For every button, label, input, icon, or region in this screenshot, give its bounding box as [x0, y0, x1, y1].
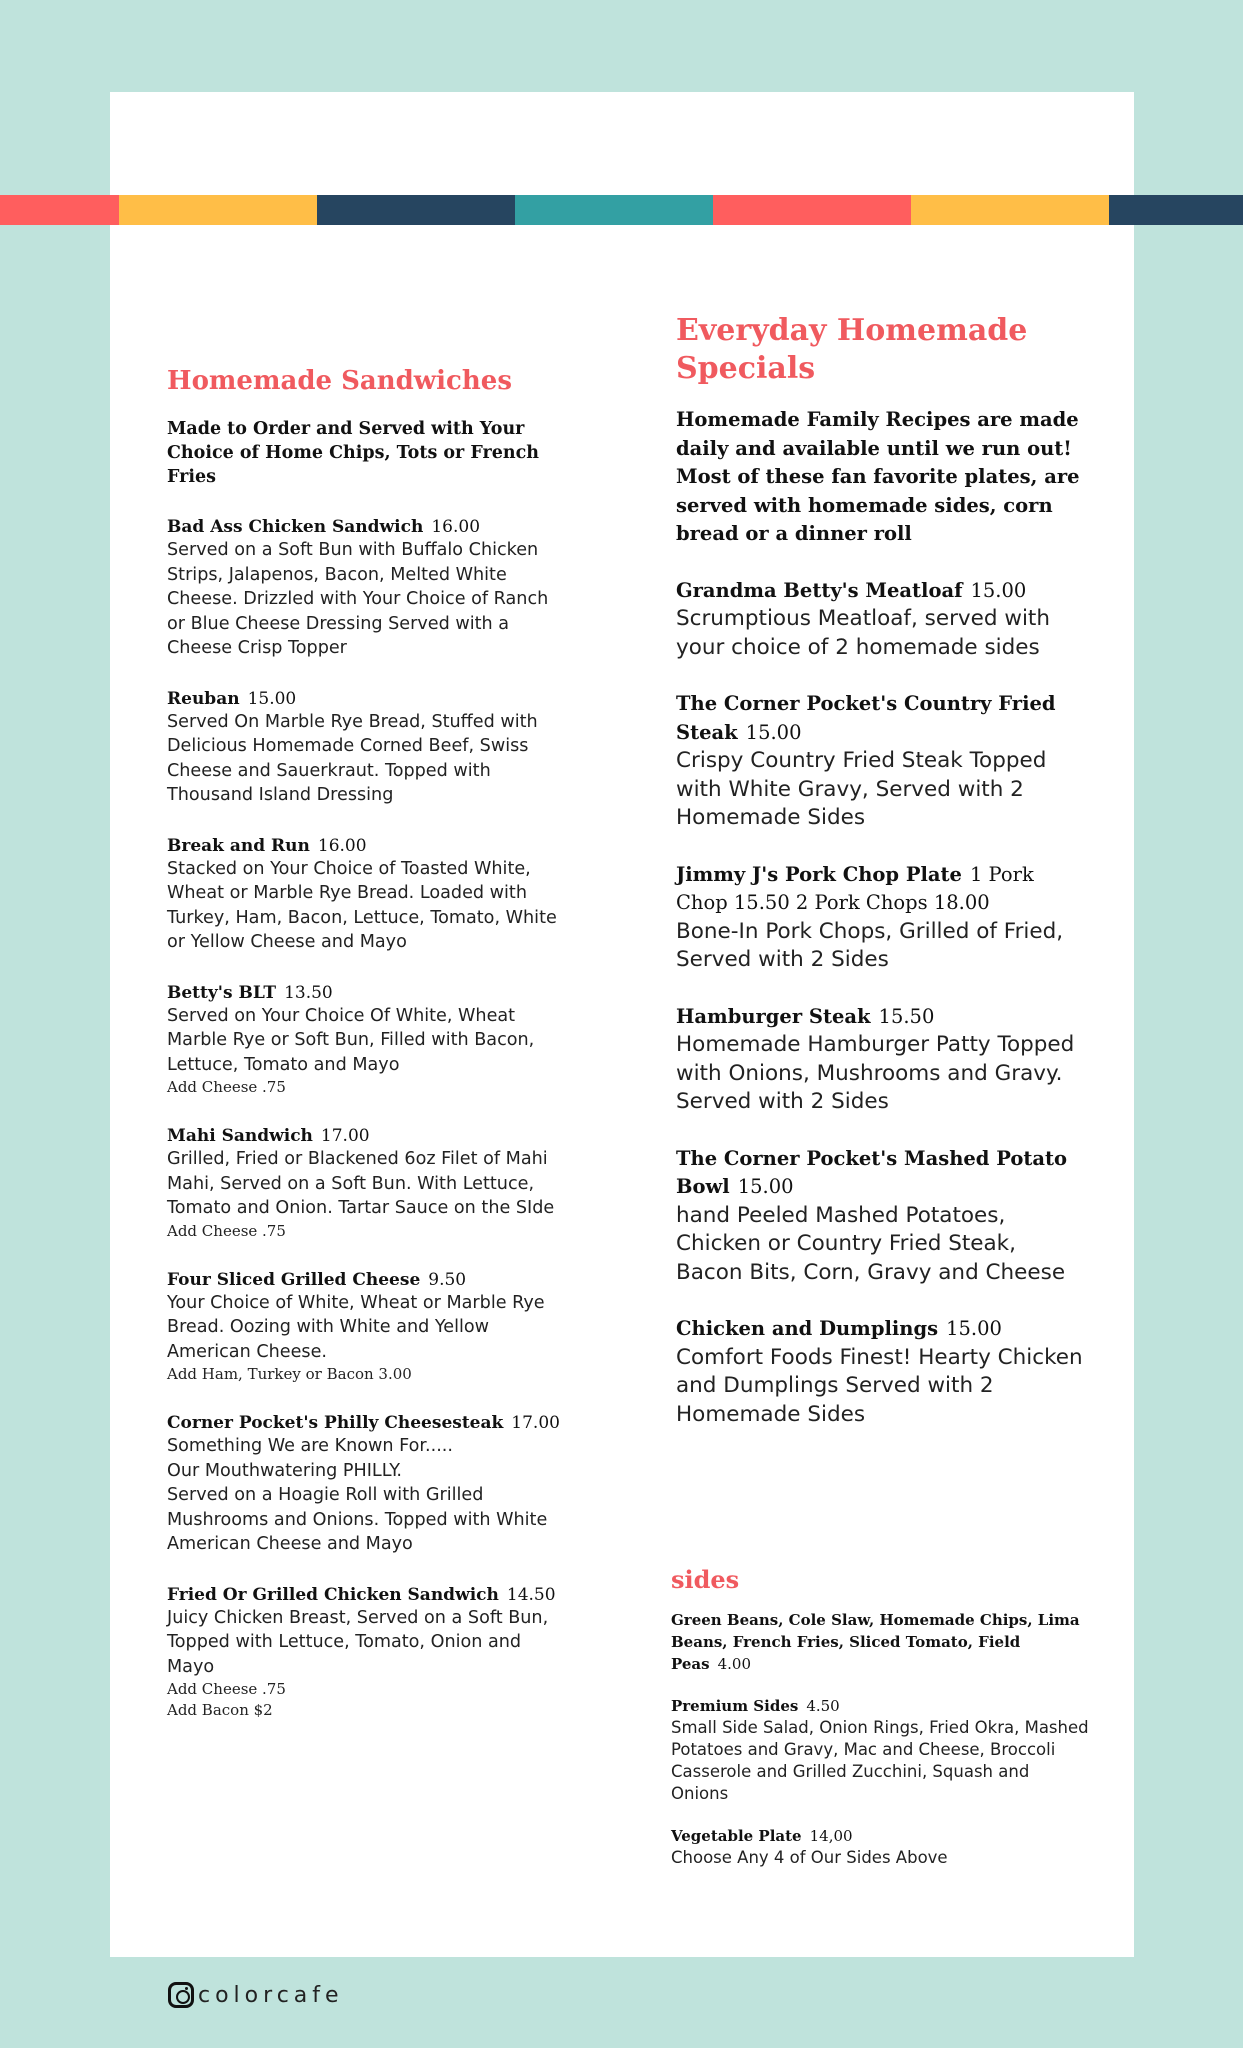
- menu-item-header: [676, 1315, 1086, 1344]
- stripe-segment: [515, 195, 713, 225]
- menu-item-description: Something We are Known For..... Our Mouthwatering PHILLY. Served on a Hoagie Roll with Grilled Mushrooms and Onions. Topped with White American Cheese and Mayo: [167, 1436, 548, 1554]
- menu-item: [671, 1825, 1091, 1869]
- menu-item-price: 16.00: [317, 835, 367, 856]
- menu-item-price: 4.50: [806, 1697, 840, 1715]
- menu-item-header: [167, 835, 562, 857]
- menu-item-description: Scrumptious Meatloaf, served with your choice of 2 homemade sides: [676, 606, 1050, 660]
- menu-item: [167, 1269, 562, 1386]
- menu-item-list: [676, 577, 1086, 1430]
- menu-item-addon: Add Cheese .75: [167, 1221, 286, 1240]
- menu-item-price: 1 Pork Chop 15.50 2 Pork Chops 18.00: [676, 862, 1034, 914]
- stripe-segment: [119, 195, 317, 225]
- menu-item-header: [167, 516, 562, 538]
- stripe-segment: [713, 195, 911, 225]
- menu-item-header: [671, 1825, 1091, 1847]
- section-title: Everyday Homemade Specials: [676, 313, 1028, 386]
- color-stripe: [0, 195, 1243, 225]
- menu-item-name: Reuban: [167, 688, 240, 709]
- menu-item-name: The Corner Pocket's Mashed Potato Bowl: [676, 1146, 1068, 1198]
- social-handle[interactable]: colorcafe: [198, 1982, 344, 2008]
- menu-item: [676, 690, 1086, 833]
- menu-item-price: 16.00: [431, 517, 481, 537]
- sides-list: Green Beans, Cole Slaw, Homemade Chips, Lima Beans, French Fries, Sliced Tomato, Field Peas: [671, 1611, 1080, 1673]
- menu-item-name: Mahi Sandwich: [167, 1126, 313, 1146]
- menu-item-description: hand Peeled Mashed Potatoes, Chicken or Country Fried Steak, Bacon Bits, Corn, Gravy and Cheese: [676, 1202, 1066, 1285]
- menu-item-description: Stacked on Your Choice of Toasted White, Wheat or Marble Rye Bread. Loaded with Turkey, Ham, Bacon, Lettuce, Tomato, White or Yellow Cheese and Mayo: [167, 858, 557, 952]
- menu-item-name: Break and Run: [167, 835, 310, 856]
- menu-item-name: Fried Or Grilled Chicken Sandwich: [167, 1584, 499, 1605]
- section-title: Homemade Sandwiches: [167, 366, 512, 396]
- menu-item: [676, 1145, 1086, 1288]
- section-intro: [671, 1609, 1091, 1675]
- menu-item: [167, 1125, 562, 1242]
- menu-item-name: Bad Ass Chicken Sandwich: [167, 517, 424, 537]
- menu-item-price: 17.00: [320, 1126, 370, 1146]
- menu-item-addon: Add Bacon $2: [167, 1701, 273, 1719]
- stripe-segment: [0, 195, 119, 225]
- menu-item-name: The Corner Pocket's Country Fried Steak: [676, 692, 1056, 744]
- specials-section: [676, 312, 1086, 1429]
- stripe-segment: [911, 195, 1109, 225]
- menu-item-description: Grilled, Fried or Blackened 6oz Filet of Mahi Mahi, Served on a Soft Bun. With Lettuce, Tomato and Onion. Tartar Sauce on the SIde: [167, 1149, 555, 1218]
- menu-item-description: Your Choice of White, Wheat or Marble Rye Bread. Oozing with White and Yellow American Cheese.: [167, 1292, 545, 1362]
- menu-item: [167, 1412, 562, 1557]
- menu-item-header: [676, 690, 1086, 747]
- menu-item-header: [167, 1125, 562, 1147]
- sides-section: [671, 1565, 1091, 1869]
- menu-item: [167, 835, 562, 955]
- menu-item-name: Four Sliced Grilled Cheese: [167, 1269, 421, 1290]
- menu-item-header: [676, 1003, 1086, 1032]
- menu-item-price: 15.00: [946, 1317, 1002, 1340]
- menu-item-description: Crispy Country Fried Steak Topped with White Gravy, Served with 2 Homemade Sides: [676, 748, 1047, 830]
- menu-item-list: [167, 516, 562, 1721]
- menu-item-description: Homemade Hamburger Patty Topped with Onions, Mushrooms and Gravy. Served with 2 Sides: [676, 1032, 1075, 1114]
- menu-item-price: 17.00: [511, 1413, 560, 1433]
- menu-item-description: Served On Marble Rye Bread, Stuffed with Delicious Homemade Corned Beef, Swiss Cheese and Sauerkraut. Topped with Thousand Island Dressing: [167, 711, 538, 805]
- menu-item-header: [167, 1412, 562, 1434]
- menu-item: [671, 1695, 1091, 1805]
- menu-item-name: Vegetable Plate: [671, 1827, 802, 1845]
- menu-item-header: [167, 1269, 562, 1291]
- menu-item-header: [676, 577, 1086, 606]
- menu-item: [167, 982, 562, 1099]
- menu-item-addon: Add Ham, Turkey or Bacon 3.00: [167, 1365, 412, 1383]
- instagram-icon[interactable]: [168, 1982, 194, 2008]
- menu-item-header: [671, 1695, 1091, 1717]
- menu-item-name: Hamburger Steak: [676, 1004, 871, 1028]
- menu-item-description: Served on a Soft Bun with Buffalo Chicken Strips, Jalapenos, Bacon, Melted White Cheese. Drizzled with Your Choice of Ranch or Blue Cheese Dressing Served with a Cheese Crisp Topper: [167, 540, 549, 658]
- menu-item-name: Jimmy J's Pork Chop Plate: [676, 862, 962, 886]
- menu-item-price: 9.50: [428, 1269, 467, 1290]
- footer: [168, 1982, 344, 2008]
- menu-item-name: Chicken and Dumplings: [676, 1317, 939, 1340]
- menu-item: [167, 516, 562, 661]
- menu-item: [167, 688, 562, 808]
- menu-item-description: Choose Any 4 of Our Sides Above: [671, 1848, 948, 1867]
- menu-item-price: 13.50: [284, 982, 333, 1003]
- menu-item-price: 15.50: [878, 1004, 935, 1028]
- menu-item-name: Corner Pocket's Philly Cheesesteak: [167, 1413, 504, 1433]
- section-intro: Homemade Family Recipes are made daily and available until we run out! Most of these fan favorite plates, are served with homemade sides, corn bread or a dinner roll: [676, 408, 1080, 545]
- menu-item-name: Premium Sides: [671, 1697, 799, 1715]
- menu-item-header: [167, 688, 562, 710]
- sandwiches-section: [167, 365, 562, 1721]
- stripe-segment: [1109, 195, 1243, 225]
- menu-item: [676, 1003, 1086, 1117]
- stripe-segment: [317, 195, 515, 225]
- menu-item-list: [671, 1695, 1091, 1869]
- menu-item-price: 4.00: [717, 1655, 751, 1673]
- menu-item-description: Served on Your Choice Of White, Wheat Marble Rye or Soft Bun, Filled with Bacon, Lettuce, Tomato and Mayo: [167, 1005, 535, 1075]
- menu-item: [167, 1584, 562, 1722]
- menu-item-header: [676, 861, 1086, 918]
- menu-item: [676, 861, 1086, 975]
- menu-item: [676, 1315, 1086, 1429]
- menu-item-price: 15.00: [745, 720, 802, 744]
- section-title: sides: [671, 1565, 740, 1594]
- menu-item-addon: Add Cheese .75: [167, 1680, 286, 1698]
- menu-item-description: Comfort Foods Finest! Hearty Chicken and Dumplings Served with 2 Homemade Sides: [676, 1344, 1083, 1427]
- menu-item-header: [676, 1145, 1086, 1202]
- section-intro: Made to Order and Served with Your Choice of Home Chips, Tots or French Fries: [167, 419, 539, 487]
- menu-item-name: Grandma Betty's Meatloaf: [676, 578, 963, 602]
- menu-item-header: [167, 1584, 562, 1606]
- menu-item-price: 14,00: [809, 1827, 853, 1845]
- menu-item-description: Juicy Chicken Breast, Served on a Soft Bun, Topped with Lettuce, Tomato, Onion and Mayo: [167, 1607, 549, 1677]
- menu-item-price: 15.00: [247, 688, 297, 709]
- menu-item: [676, 577, 1086, 663]
- menu-item-price: 15.00: [737, 1175, 794, 1198]
- menu-item-description: Bone-In Pork Chops, Grilled of Fried, Served with 2 Sides: [676, 918, 1064, 972]
- menu-item-header: [167, 982, 562, 1004]
- menu-item-description: Small Side Salad, Onion Rings, Fried Okra, Mashed Potatoes and Gravy, Mac and Cheese, Broccoli Casserole and Grilled Zucchini, Squash and Onions: [671, 1718, 1089, 1803]
- menu-item-price: 14.50: [506, 1584, 556, 1605]
- menu-item-price: 15.00: [970, 578, 1027, 602]
- menu-item-name: Betty's BLT: [167, 982, 277, 1003]
- menu-item-addon: Add Cheese .75: [167, 1078, 286, 1096]
